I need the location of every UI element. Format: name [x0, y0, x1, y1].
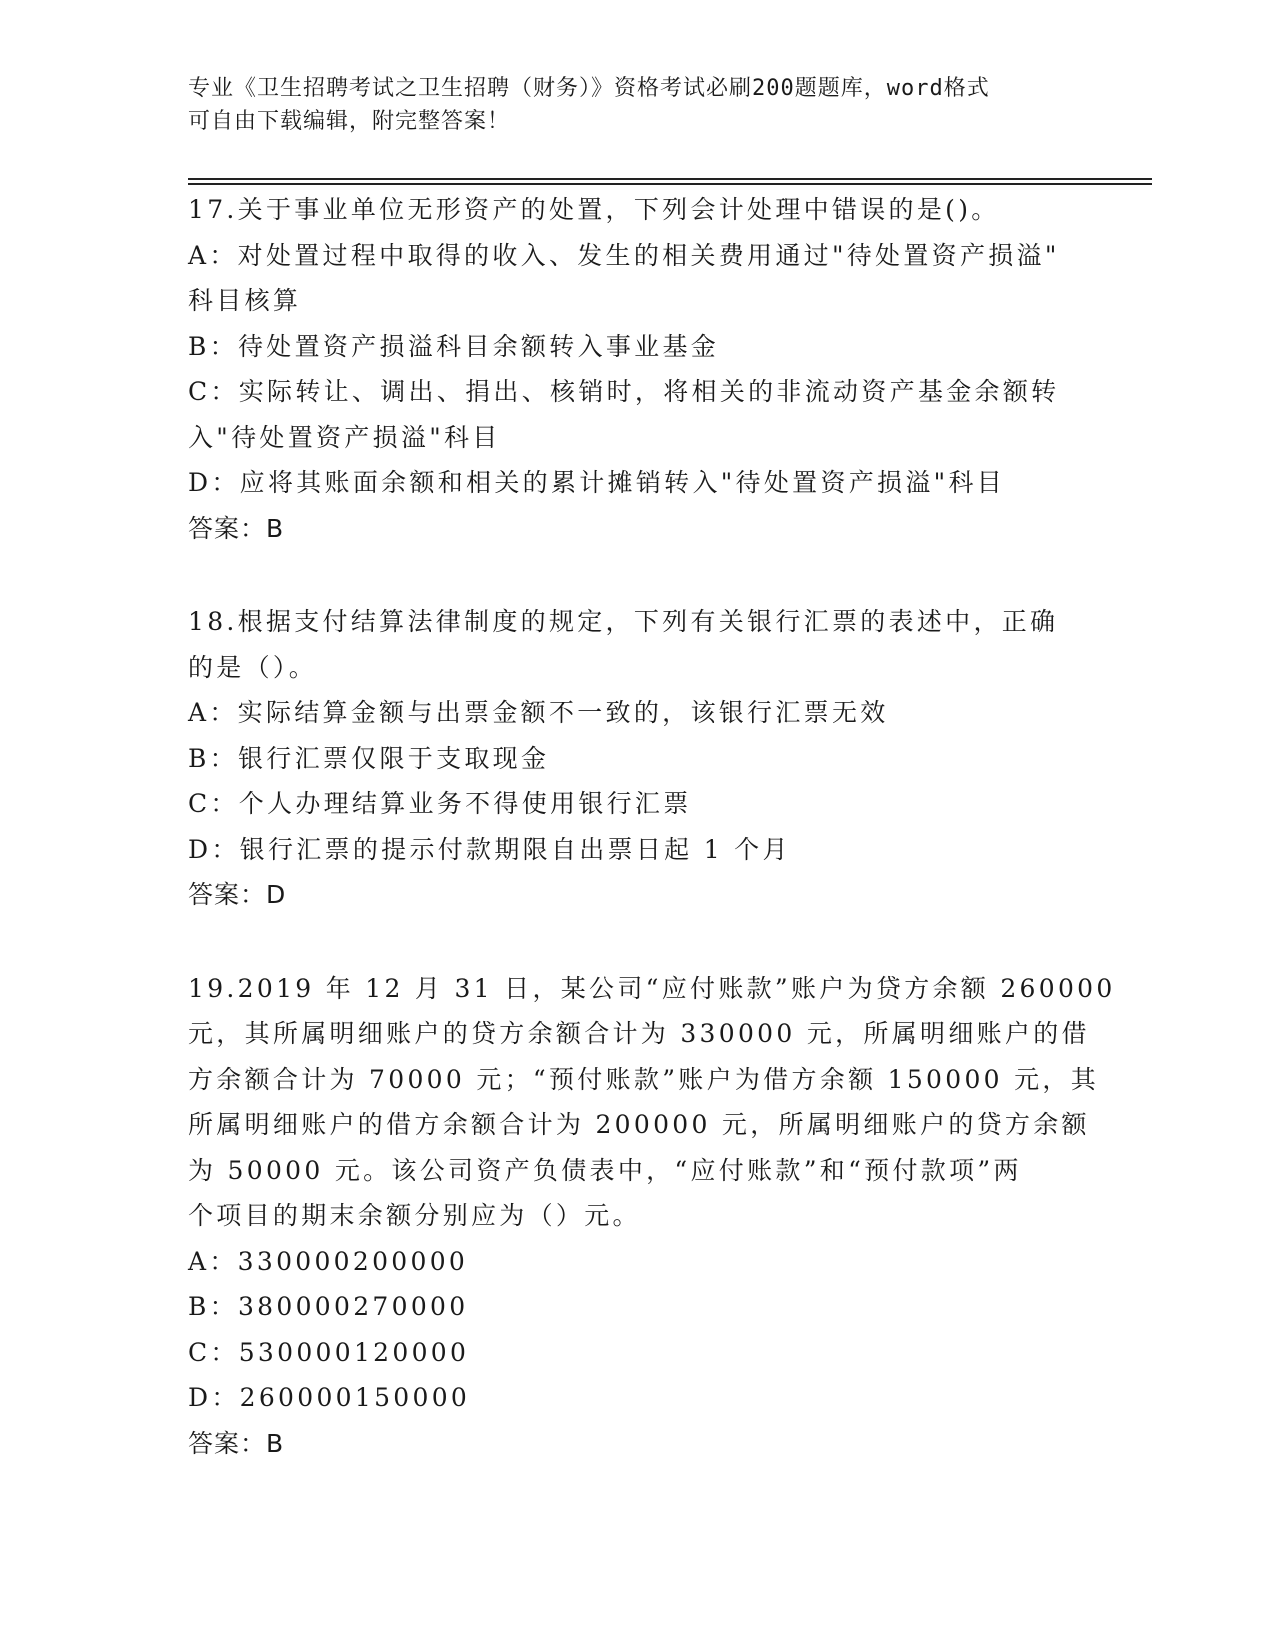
option-c	[188, 369, 1088, 460]
question-stem: 所属明细账户的借方余额合计为 200000 元，所属明细账户的贷方余额	[188, 1110, 1090, 1139]
option-text: C：个人办理结算业务不得使用银行汇票	[188, 789, 692, 818]
option-d	[188, 1375, 1088, 1421]
option-text: D：260000150000	[188, 1383, 471, 1412]
question-stem: 个项目的期末余额分别应为（）元。	[188, 1201, 641, 1230]
question-stem: 18.根据支付结算法律制度的规定，下列有关银行汇票的表述中，正确	[188, 607, 1059, 636]
option-text: 科目核算	[188, 286, 302, 315]
option-b	[188, 1284, 1088, 1330]
document-header	[188, 72, 1068, 138]
question-19	[188, 966, 1116, 1467]
answer-label: 答案：D	[188, 880, 287, 909]
header-line-2: 可自由下载编辑，附完整答案！	[188, 109, 511, 134]
question-spacer	[188, 918, 1088, 966]
option-text: D：应将其账面余额和相关的累计摊销转入"待处置资产损溢"科目	[188, 468, 1006, 497]
question-17	[188, 187, 1088, 551]
answer-label: 答案：B	[188, 1428, 285, 1458]
option-text: A：对处置过程中取得的收入、发生的相关费用通过"待处置资产损溢"	[188, 240, 1060, 270]
option-text: 入"待处置资产损溢"科目	[188, 422, 501, 452]
question-18	[188, 599, 1088, 918]
option-b	[188, 324, 1088, 370]
option-text: A：实际结算金额与出票金额不一致的，该银行汇票无效	[188, 698, 889, 727]
option-c	[188, 781, 1088, 827]
option-a	[188, 233, 1088, 324]
option-text: A：330000200000	[188, 1246, 469, 1276]
question-stem: 的是（）。	[188, 652, 318, 682]
header-divider-bottom	[188, 183, 1152, 185]
option-d	[188, 827, 1088, 873]
question-stem: 元，其所属明细账户的贷方余额合计为 330000 元，所属明细账户的借	[188, 1019, 1090, 1048]
option-b	[188, 736, 1088, 782]
question-spacer	[188, 551, 1088, 599]
option-a	[188, 1239, 1088, 1285]
question-stem: 为 50000 元。该公司资产负债表中，“应付账款”和“预付款项”两	[188, 1155, 1022, 1185]
answer-label: 答案：B	[188, 513, 285, 543]
option-a	[188, 690, 1088, 736]
question-stem: 19.2019 年 12 月 31 日，某公司“应付账款”账户为贷方余额 260000	[188, 973, 1116, 1003]
option-d	[188, 460, 1088, 506]
option-text: B：银行汇票仅限于支取现金	[188, 743, 550, 773]
header-divider-top	[188, 178, 1152, 180]
option-text: B：380000270000	[188, 1292, 469, 1321]
question-stem: 17.关于事业单位无形资产的处置，下列会计处理中错误的是()。	[188, 195, 1000, 224]
header-line-1: 专业《卫生招聘考试之卫生招聘（财务）》资格考试必刷200题题库，word格式	[188, 76, 990, 101]
option-c	[188, 1330, 1088, 1376]
option-text: C：实际转让、调出、捐出、核销时，将相关的非流动资产基金余额转	[188, 377, 1060, 406]
option-text: B：待处置资产损溢科目余额转入事业基金	[188, 331, 720, 361]
question-list	[188, 187, 1116, 1466]
option-text: C：530000120000	[188, 1337, 470, 1367]
option-text: D：银行汇票的提示付款期限自出票日起 1 个月	[188, 834, 791, 864]
question-stem: 方余额合计为 70000 元；“预付账款”账户为借方余额 150000 元，其	[188, 1064, 1100, 1094]
